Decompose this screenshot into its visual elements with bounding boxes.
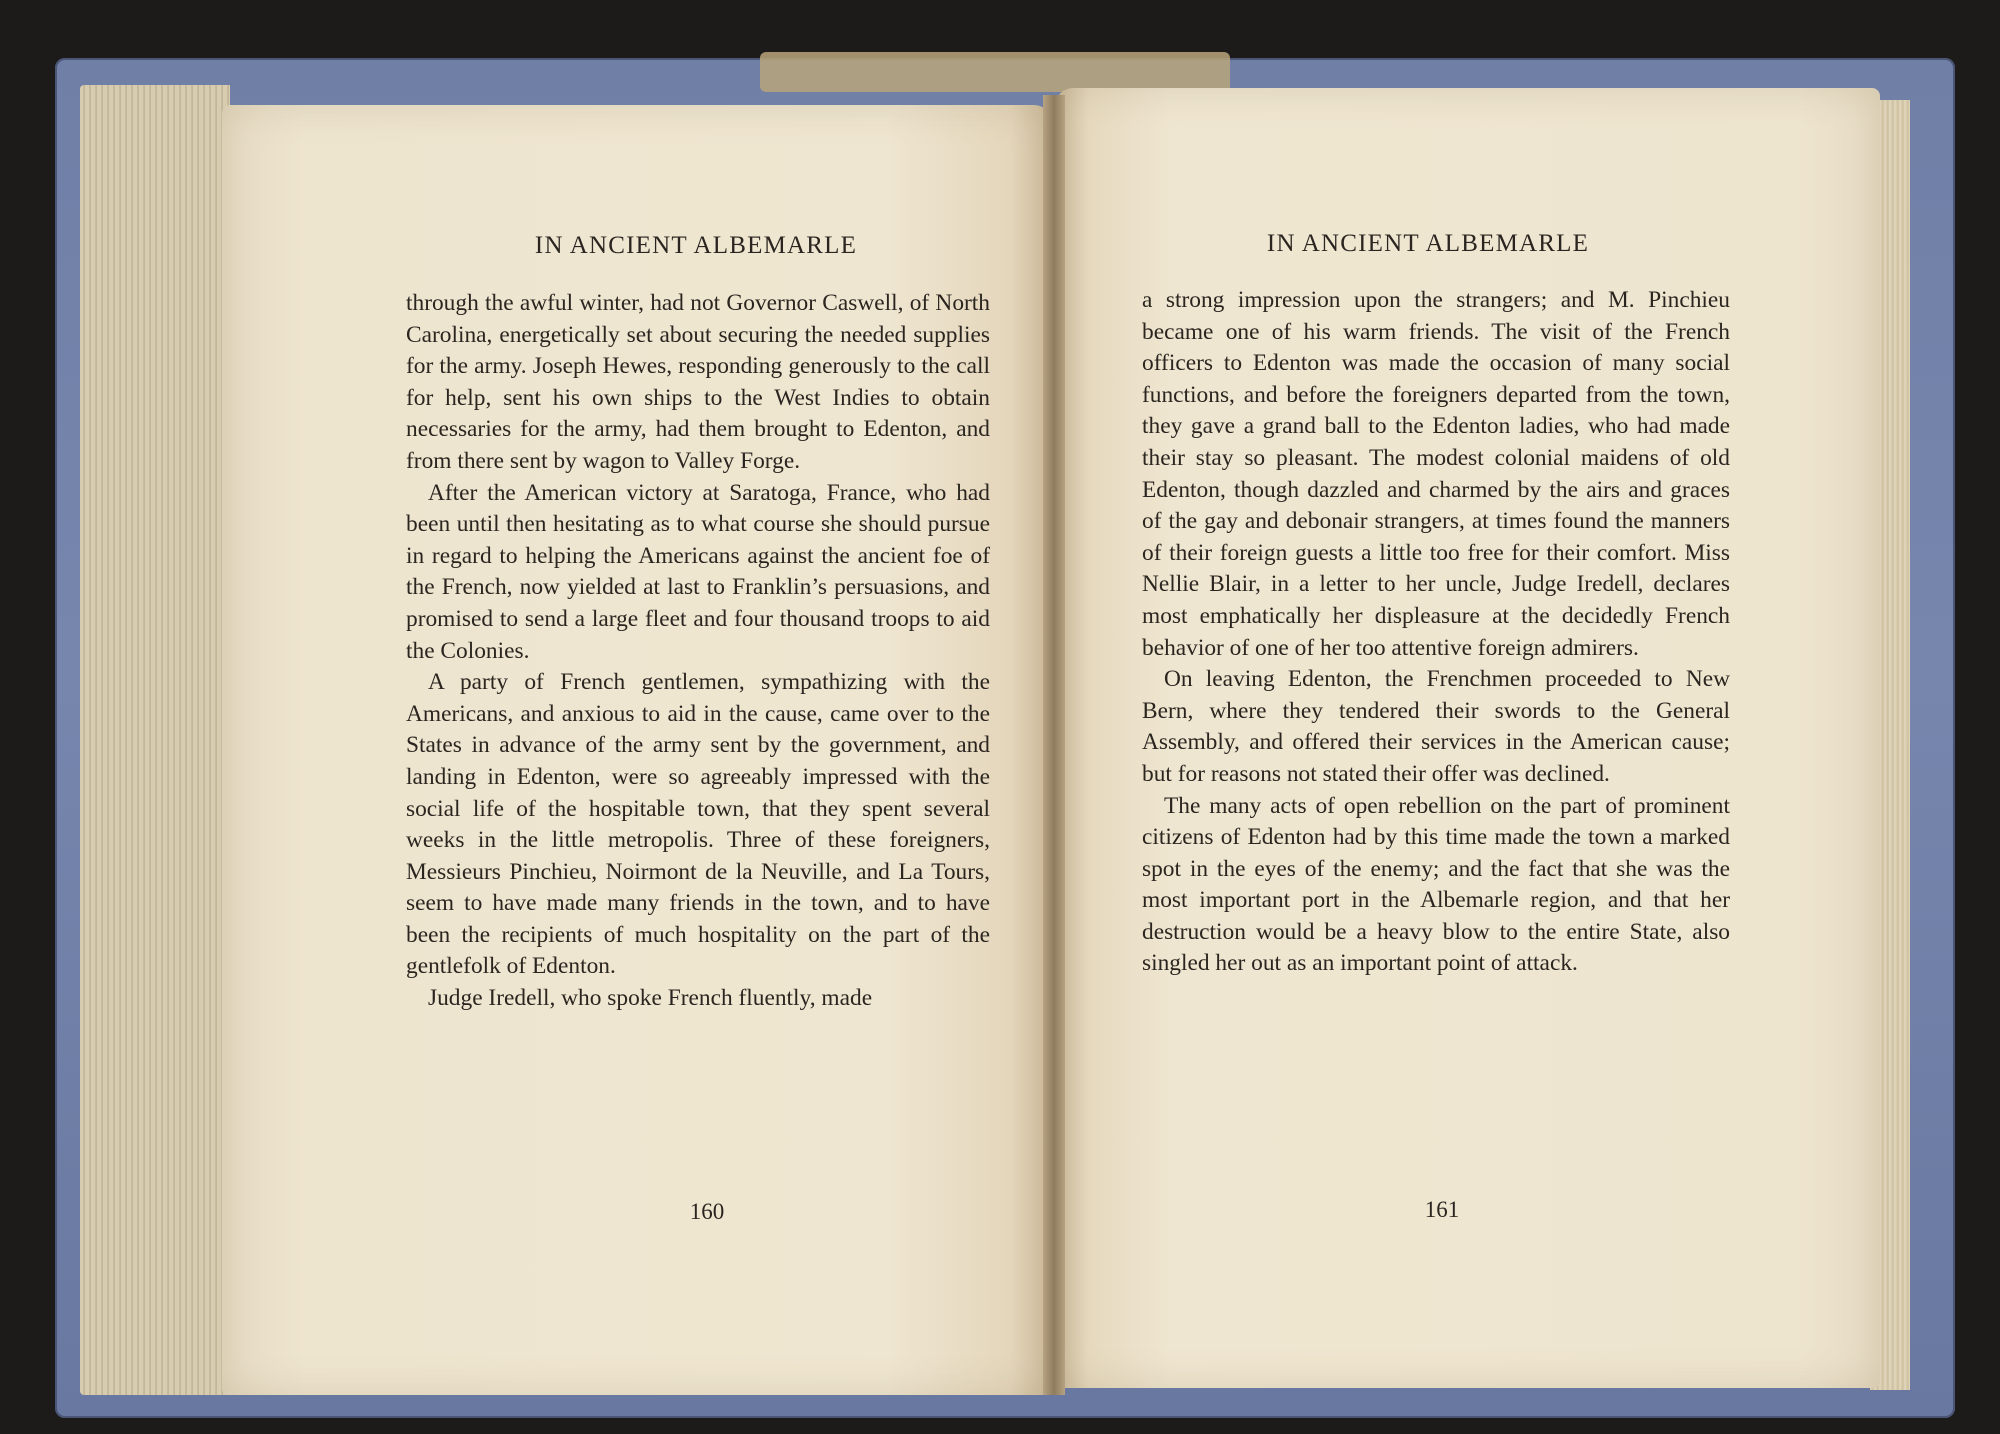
left-page-text xyxy=(406,288,990,1015)
page-edges-left xyxy=(80,85,230,1395)
paragraph: After the American victory at Saratoga, France, who had been until then hesitating as to what course she should pursue in regard to helping the Americans against the ancient foe of the French, now yielded at last to Franklin’s persuasions, and promised to send a large fleet and four thousand troops to aid the Colonies. xyxy=(406,479,990,664)
right-page-text xyxy=(1142,285,1730,980)
paragraph: Judge Iredell, who spoke French fluently, made xyxy=(428,985,873,1012)
left-page-number: 160 xyxy=(689,1199,725,1224)
book-gutter xyxy=(1043,95,1065,1395)
paragraph: A party of French gentlemen, sympathizing with the Americans, and anxious to aid in the cause, came over to the States in advance of the army sent by the government, and landing in Edenton, were so agreeably impressed with the social life of the hospitable town, that they spent several weeks in the little metropolis. Three of these foreigners, Messieurs Pinchieu, Noirmont de la Neuville, and La Tours, seem to have made many friends in the town, and to have been the recipients of much hospitality on the part of the gentlefolk of Edenton. xyxy=(406,669,990,980)
paragraph: through the awful winter, had not Governor Caswell, of North Carolina, energetically set about securing the needed supplies for the army. Joseph Hewes, responding generously to the call for help, sent his own ships to the West Indies to obtain necessaries for the army, had them brought to Edenton, and from there sent by wagon to Valley Forge. xyxy=(406,290,990,474)
right-page-number: 161 xyxy=(1424,1197,1460,1222)
paragraph: On leaving Edenton, the Frenchmen proceeded to New Bern, where they tendered their swords to the General Assembly, and offered their services in the American cause; but for reasons not stated their offer was declined. xyxy=(1142,666,1730,787)
paragraph: The many acts of open rebellion on the part of prominent citizens of Edenton had by this time made the town a marked spot in the eyes of the enemy; and the fact that she was the most important port in the Albemarle region, and that her destruction would be a heavy blow to the entire State, also singled her out as an important point of attack. xyxy=(1142,792,1730,977)
paragraph: a strong impression upon the strangers; and M. Pinchieu became one of his warm friends. The visit of the French officers to Edenton was made the occasion of many social functions, and before the foreigners departed from the town, they gave a grand ball to the Edenton ladies, who had made their stay so pleasant. The modest colonial maidens of old Edenton, though dazzled and charmed by the airs and graces of the gay and debonair strangers, at times found the manners of their foreign guests a little too free for their comfort. Miss Nellie Blair, in a letter to her uncle, Judge Iredell, declares most emphatically her displeasure at the decidedly French behavior of one of her too attentive foreign admirers. xyxy=(1142,287,1730,661)
right-running-head: IN ANCIENT ALBEMARLE xyxy=(1266,230,1590,257)
left-running-head: IN ANCIENT ALBEMARLE xyxy=(534,232,858,259)
spine-wear xyxy=(760,52,1230,92)
